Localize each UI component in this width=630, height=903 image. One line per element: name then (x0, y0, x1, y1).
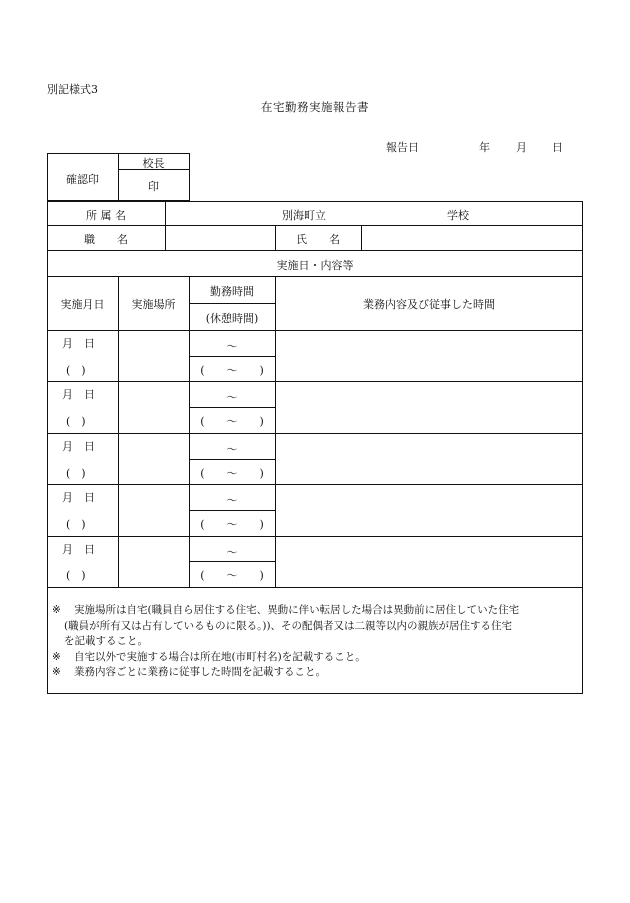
affiliation-school: 学校 (447, 209, 469, 222)
header-date: 実施月日 (60, 298, 105, 311)
report-date-day: 日 (552, 141, 563, 154)
confirm-label: 確認印 (66, 173, 99, 186)
row-border (47, 587, 583, 588)
row-hours: ～ (226, 545, 238, 559)
row-divider (189, 459, 275, 460)
note-item (52, 665, 582, 681)
page-title: 在宅勤務実施報告書 (261, 100, 369, 114)
row-break: ( ～ ) (200, 569, 264, 583)
header-place: 実施場所 (131, 298, 176, 311)
position-label: 職 名 (84, 233, 128, 246)
row-month-day: 月 日 (62, 439, 95, 453)
header-break: (休憩時間) (205, 312, 259, 325)
name-label: 氏 名 (296, 233, 340, 246)
note-item (52, 650, 582, 666)
row-weekday: ( ) (66, 363, 86, 377)
row-month-day: 月 日 (62, 388, 95, 402)
note-line: (職員が所有又は占有しているものに限る。))、その配偶者又は二親等以内の親族が居住する住宅 (64, 619, 513, 632)
section-title: 実施日・内容等 (276, 259, 354, 272)
form-label: 別記様式3 (47, 83, 98, 96)
confirm-role: 校長 (142, 157, 165, 170)
note-line: 業務内容ごとに業務に従事した時間を記載すること。 (74, 666, 326, 678)
row-divider (189, 407, 275, 408)
report-date-year: 年 (479, 141, 490, 154)
row-weekday: ( ) (66, 569, 86, 583)
row-hours: ～ (226, 442, 238, 456)
row-border (47, 433, 583, 434)
note-mark: ※ (52, 650, 61, 663)
row-break: ( ～ ) (200, 363, 264, 377)
row-border (47, 381, 583, 382)
note-line: を記載すること。 (64, 635, 148, 647)
row-break: ( ～ ) (200, 517, 264, 531)
row-hours: ～ (226, 391, 238, 405)
header-work: 業務内容及び従事した時間 (363, 298, 495, 311)
row-border (47, 484, 583, 485)
row-divider (189, 561, 275, 562)
confirm-seal: 印 (148, 180, 159, 193)
note-mark: ※ (52, 666, 61, 678)
row-border (47, 536, 583, 537)
note-line: 自宅以外で実施する場合は所在地(市町村名)を記載すること。 (74, 650, 366, 663)
row-month-day: 月 日 (62, 337, 95, 350)
note-line: 実施場所は自宅(職員自ら居住する住宅、異動に伴い転居した場合は異動前に居住していた住宅 (74, 604, 520, 616)
row-weekday: ( ) (66, 517, 86, 531)
report-date-label: 報告日 (386, 141, 419, 154)
row-month-day: 月 日 (62, 542, 95, 556)
row-hours: ～ (226, 340, 238, 353)
note-mark: ※ (52, 604, 61, 616)
row-weekday: ( ) (66, 415, 86, 429)
header-hours: 勤務時間 (210, 285, 254, 298)
row-weekday: ( ) (66, 466, 86, 480)
affiliation-town: 別海町立 (282, 209, 326, 222)
row-break: ( ～ ) (200, 466, 264, 480)
row-divider (189, 510, 275, 511)
note-item (52, 603, 582, 650)
report-date-month: 月 (516, 141, 527, 154)
row-divider (189, 356, 275, 357)
row-break: ( ～ ) (200, 415, 264, 429)
affiliation-label: 所 属 名 (86, 209, 126, 222)
row-hours: ～ (226, 494, 238, 508)
row-month-day: 月 日 (62, 491, 95, 505)
